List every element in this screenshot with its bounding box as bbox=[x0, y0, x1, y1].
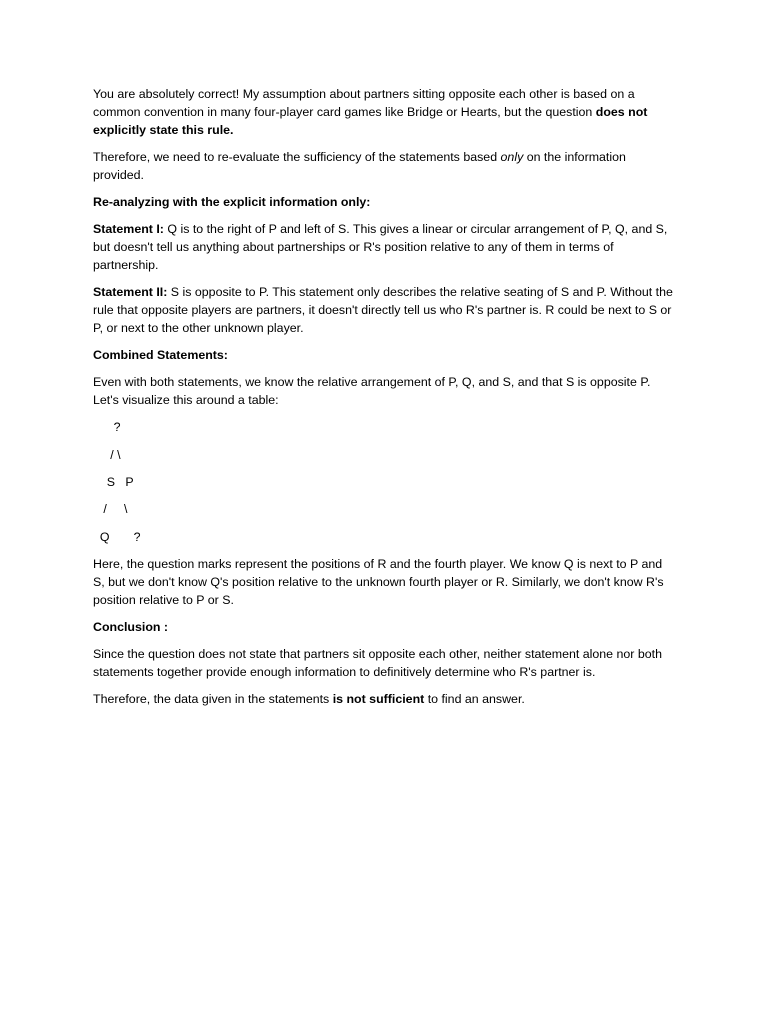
combined-heading bbox=[93, 347, 677, 365]
table-diagram bbox=[93, 419, 677, 546]
final-bold-text: is not sufficient bbox=[332, 692, 425, 707]
combined-paragraph: Even with both statements, we know the relative arrangement of P, Q, and S, and that S is opposite P. Let's visualize this around a table: bbox=[93, 375, 651, 408]
statement-1-text: Q is to the right of P and left of S. This gives a linear or circular arrangement of P, Q, and S, but doesn't tell us anything about partnerships or R's position relative to any of them in terms of partnership. bbox=[93, 222, 668, 272]
final-text-after: to find an answer. bbox=[424, 692, 525, 707]
conclusion-heading-text: Conclusion : bbox=[93, 619, 169, 634]
diagram-line: S P bbox=[93, 475, 134, 490]
diagram-line: Q ? bbox=[93, 529, 141, 544]
final-text-before: Therefore, the data given in the statements bbox=[93, 692, 333, 707]
diagram-line: / \ bbox=[93, 502, 128, 517]
diagram-line: / \ bbox=[93, 447, 121, 462]
document-body bbox=[93, 86, 677, 719]
final-paragraph bbox=[93, 691, 677, 709]
conclusion-heading bbox=[93, 619, 677, 637]
statement-2-label: Statement II: bbox=[93, 285, 168, 300]
statement-2-paragraph bbox=[93, 284, 677, 337]
reanalyzing-heading-text: Re-analyzing with the explicit information only: bbox=[93, 194, 371, 209]
reevaluate-text-before: Therefore, we need to re-evaluate the sufficiency of the statements based bbox=[93, 149, 501, 164]
statement-1-label: Statement I: bbox=[93, 222, 164, 237]
statement-2-text: S is opposite to P. This statement only describes the relative seating of S and P. Without the rule that opposite players are partners, it doesn't directly tell us who R's partner is. R could be next to S or P, or next to the other unknown player. bbox=[93, 285, 673, 335]
intro-bold-text: does not explicitly state this rule. bbox=[93, 104, 648, 137]
combined-heading-text: Combined Statements: bbox=[93, 348, 228, 363]
intro-paragraph bbox=[93, 86, 677, 139]
reanalyzing-heading bbox=[93, 194, 677, 212]
statement-1-paragraph bbox=[93, 221, 677, 274]
reevaluate-paragraph bbox=[93, 149, 677, 185]
diagram-line: ? bbox=[93, 420, 121, 435]
reevaluate-italic-text: only bbox=[500, 149, 524, 164]
reevaluate-text-after: on the information provided. bbox=[93, 149, 626, 182]
since-paragraph: Since the question does not state that partners sit opposite each other, neither statement alone nor both statements together provide enough information to definitively determine who R's partner is. bbox=[93, 647, 662, 679]
intro-text: You are absolutely correct! My assumption about partners sitting opposite each other is based on a common convention in many four-player card games like Bridge or Hearts, but the question bbox=[93, 87, 635, 119]
explanation-paragraph: Here, the question marks represent the positions of R and the fourth player. We know Q is next to P and S, but we don't know Q's position relative to the unknown fourth player or R. Similarly, we don't know R's position relative to P or S. bbox=[93, 556, 664, 607]
